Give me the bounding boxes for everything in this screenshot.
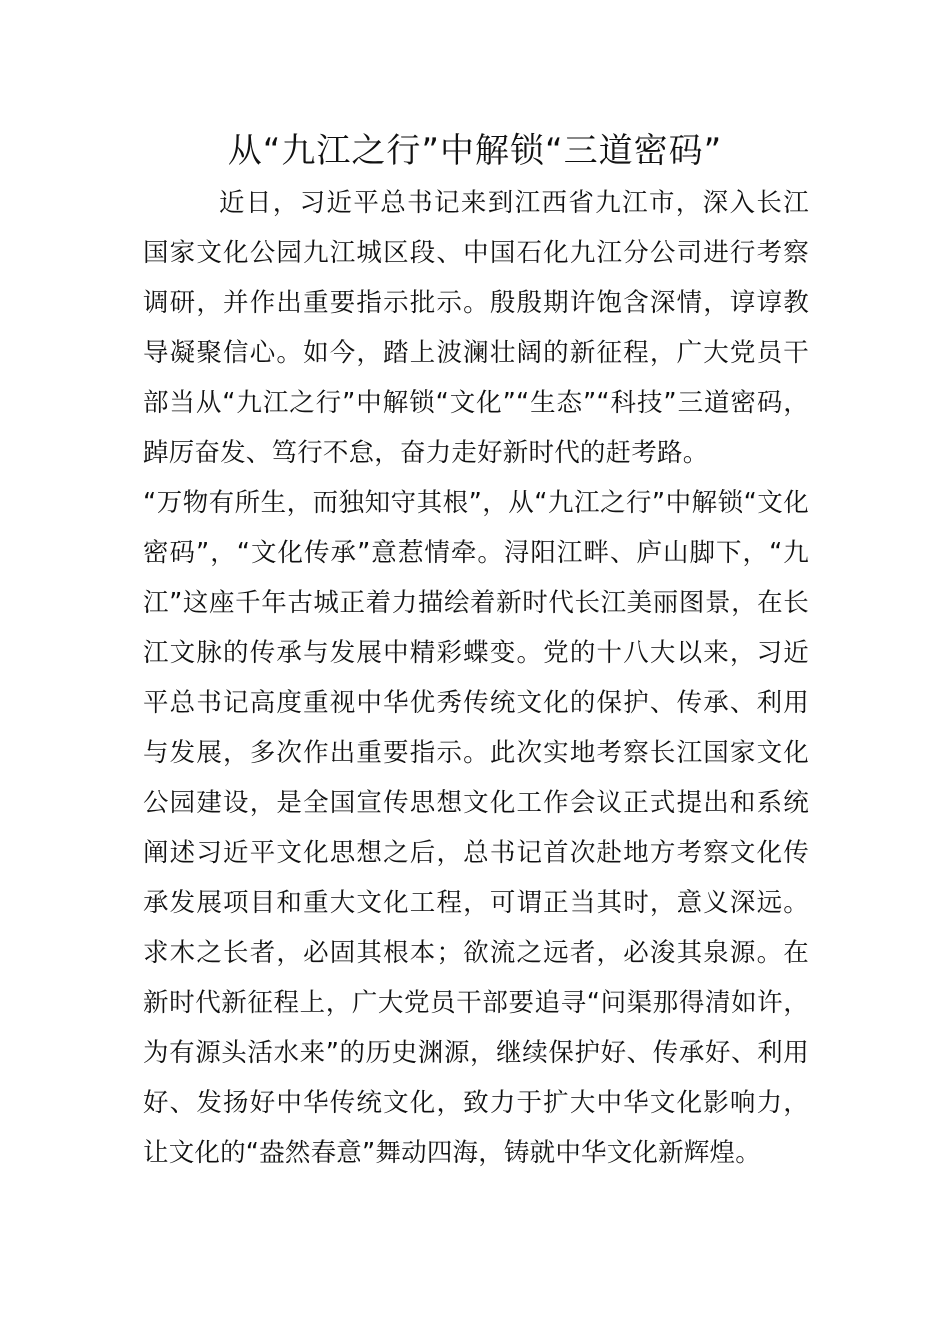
document-title: 从“九江之行”中解锁“三道密码”	[227, 131, 723, 171]
paragraph-intro: 近日，习近平总书记来到江西省九江市，深入长江国家文化公园九江城区段、中国石化九江分公司进行考察调研，并作出重要指示批示。殷殷期许饱含深情，谆谆教导凝聚信心。如今，踏上波澜壮阔的新征程，广大党员干部当从“九江之行”中解锁“文化”“生态”“科技”三道密码，踔厉奋发、笃行不怠，奋力走好新时代的赶考路。	[143, 188, 809, 468]
document-body	[143, 178, 809, 1178]
paragraph-culture: “万物有所生，而独知守其根”，从“九江之行”中解锁“文化密码”，“文化传承”意惹情牵。浔阳江畔、庐山脚下，“九江”这座千年古城正着力描绘着新时代长江美丽图景，在长江文脉的传承与发展中精彩蝶变。党的十八大以来，习近平总书记高度重视中华优秀传统文化的保护、传承、利用与发展，多次作出重要指示。此次实地考察长江国家文化公园建设，是全国宣传思想文化工作会议正式提出和系统阐述习近平文化思想之后，总书记首次赴地方考察文化传承发展项目和重大文化工程，可谓正当其时，意义深远。求木之长者，必固其根本；欲流之远者，必浚其泉源。在新时代新征程上，广大党员干部要追寻“问渠那得清如许，为有源头活水来”的历史渊源，继续保护好、传承好、利用好、发扬好中华传统文化，致力于扩大中华文化影响力，让文化的“盎然春意”舞动四海，铸就中华文化新辉煌。	[143, 488, 809, 1168]
